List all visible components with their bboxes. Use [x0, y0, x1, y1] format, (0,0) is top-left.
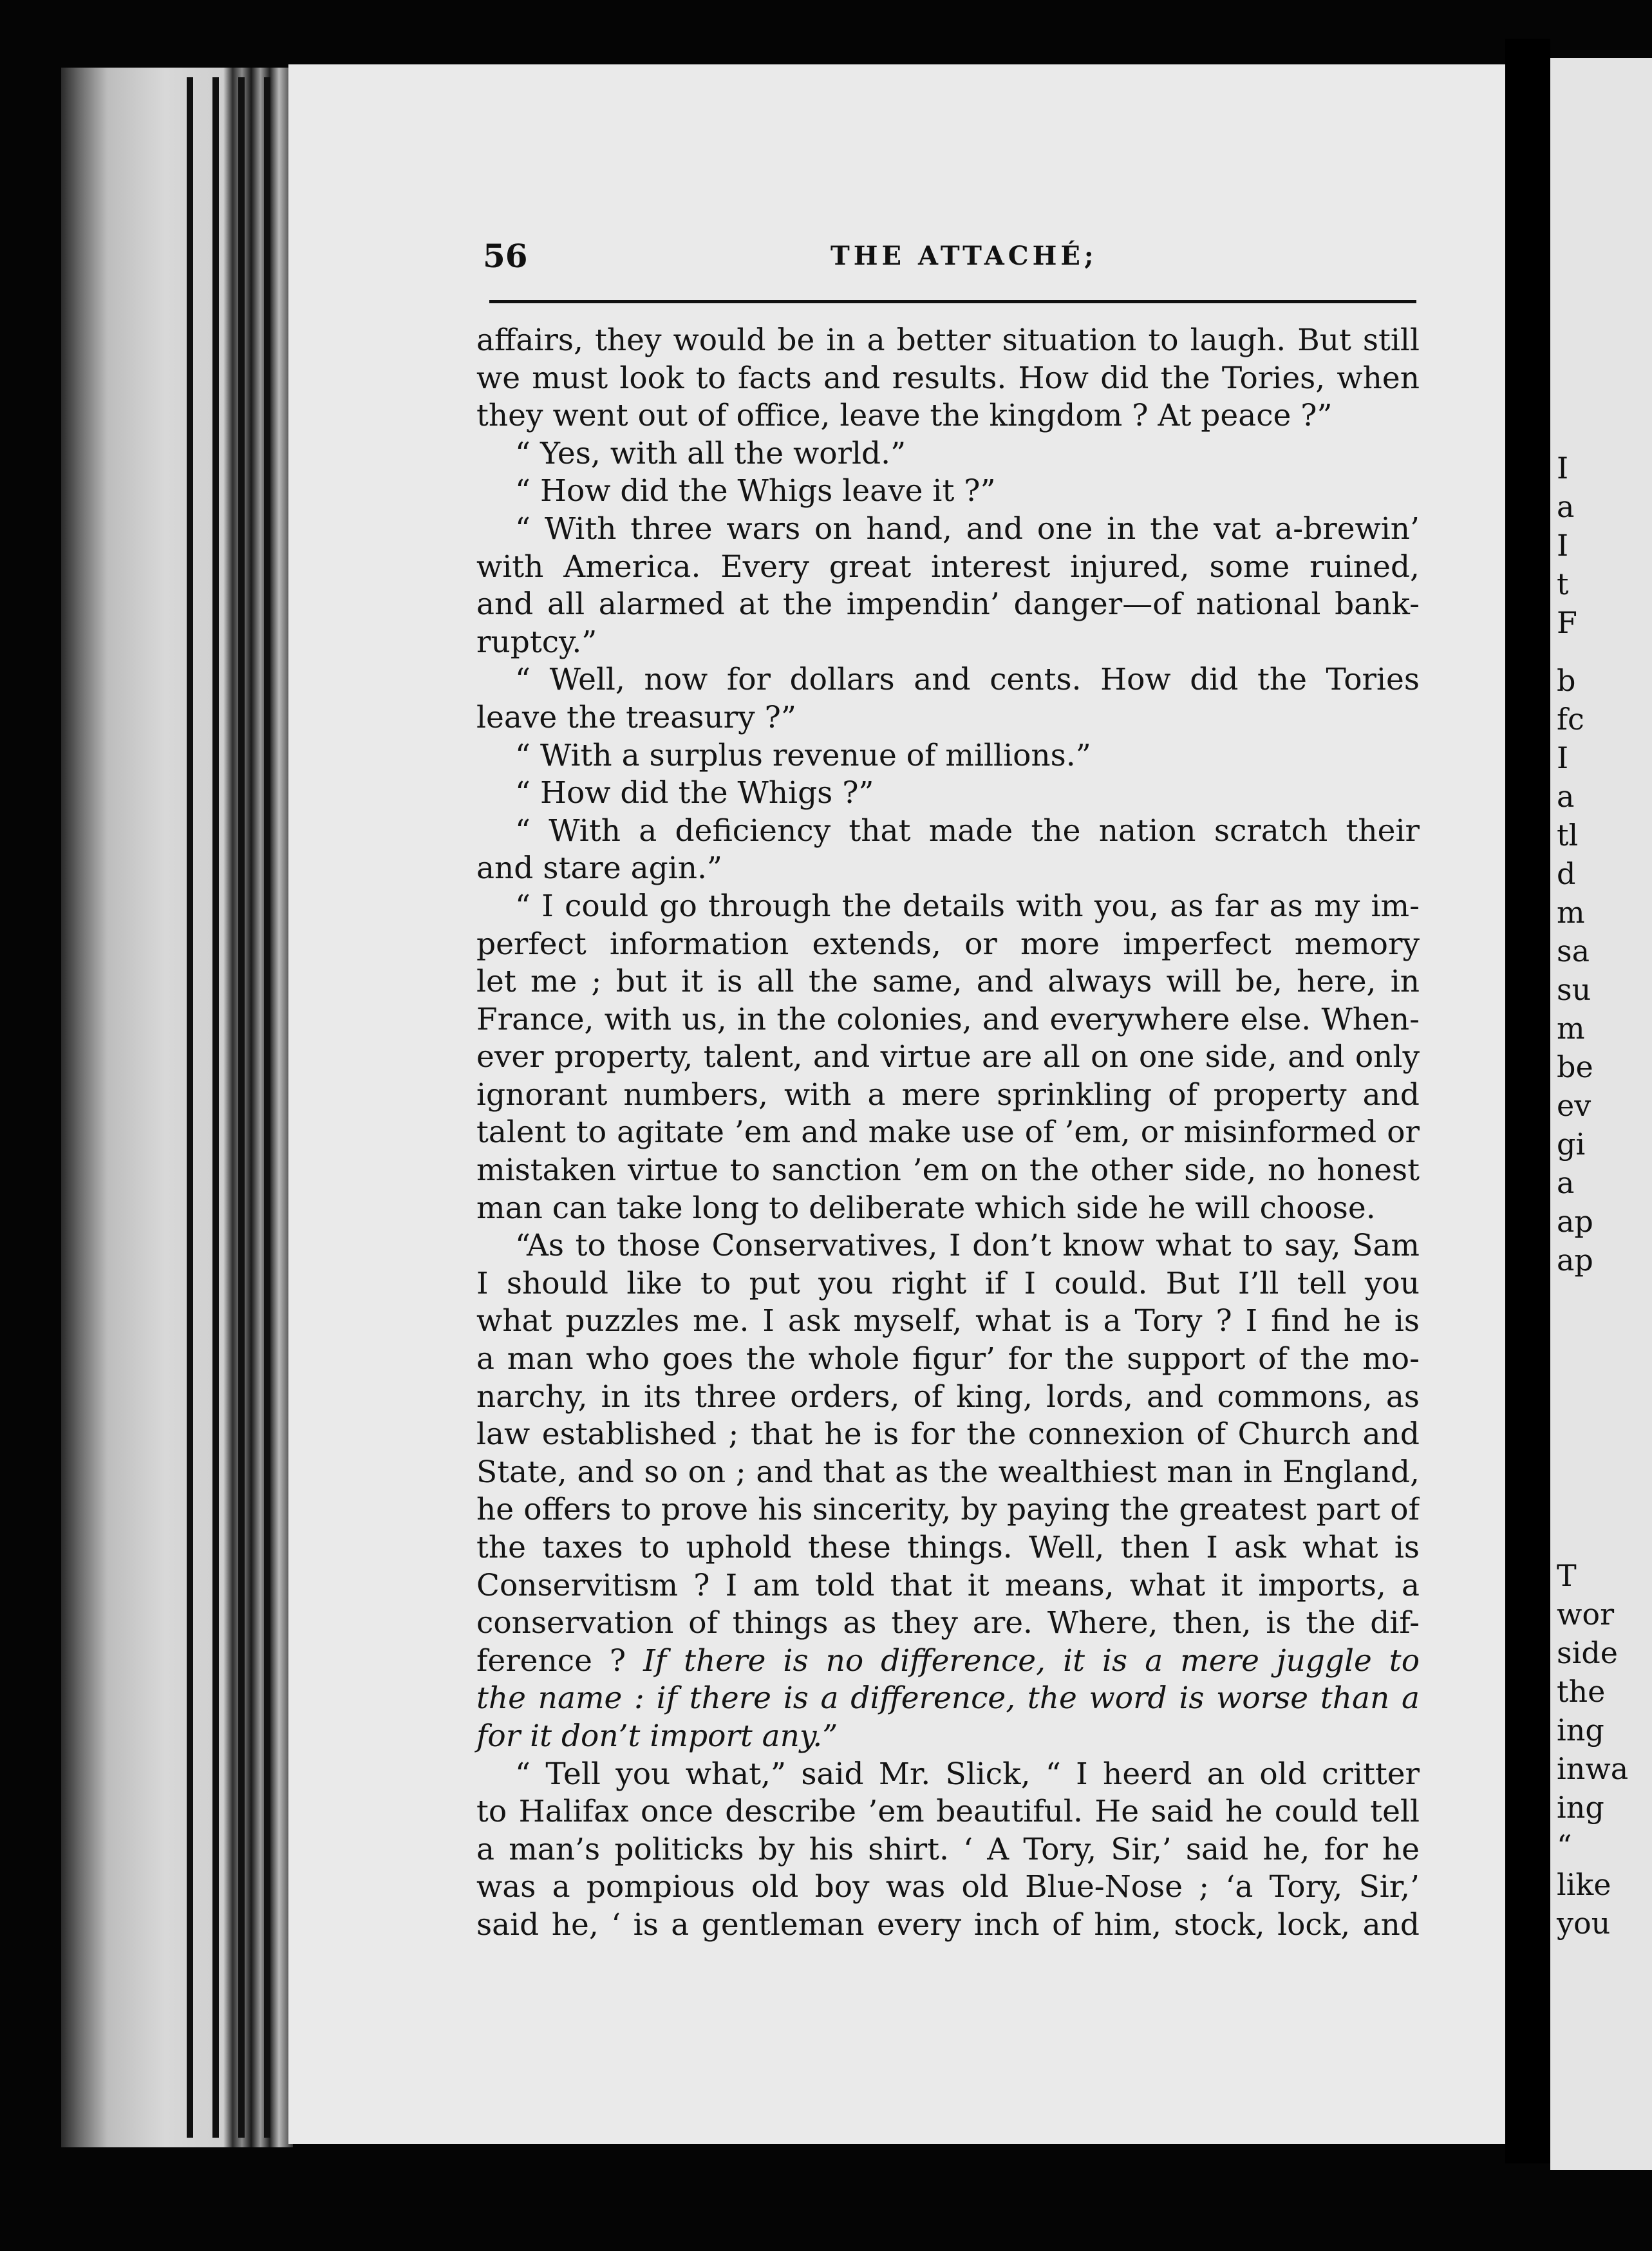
book-page-edges [61, 68, 293, 2147]
text-line: let me ; but it is all the same, and always will be, here, in [476, 964, 1420, 1000]
text-line: Conservitism ? I am told that it means, what it imports, a [476, 1567, 1420, 1603]
text-line: ever property, talent, and virtue are all on one side, and only [476, 1039, 1420, 1075]
text-line: the taxes to uphold these things. Well, then I ask what is [476, 1530, 1420, 1565]
facing-page-text: m [1557, 1011, 1585, 1046]
facing-page-text: ev [1557, 1088, 1591, 1123]
page-number: 56 [483, 237, 528, 275]
facing-page-text: ap [1557, 1243, 1593, 1277]
facing-page-text: su [1557, 972, 1591, 1007]
text-line: narchy, in its three orders, of king, lords, and commons, as [476, 1379, 1420, 1415]
facing-page-text: side [1557, 1635, 1618, 1670]
facing-page-text: be [1557, 1050, 1593, 1084]
facing-page-text: I [1557, 528, 1569, 563]
text-line: a man’s politicks by his shirt. ‘ A Tory, Sir,’ said he, for he [476, 1831, 1420, 1867]
text-line: said he, ‘ is a gentleman every inch of him, stock, lock, and [476, 1907, 1420, 1943]
running-title: THE ATTACHÉ; [831, 241, 1098, 271]
facing-page-text: you [1557, 1906, 1611, 1941]
text-line: “ With a deficiency that made the nation scratch their [515, 813, 1420, 849]
page-edge-line [212, 77, 219, 2138]
facing-page-text: like [1557, 1867, 1611, 1902]
text-line: “As to those Conservatives, I don’t know what to say, Sam [515, 1228, 1420, 1264]
text-line: “ With a surplus revenue of millions.” [515, 737, 1091, 773]
facing-page-text: d [1557, 856, 1576, 891]
text-line: France, with us, in the colonies, and everywhere else. When- [476, 1001, 1420, 1037]
text-line: “ With three wars on hand, and one in the vat a-brewin’ [515, 511, 1420, 547]
text-line: talent to agitate ’em and make use of ’em, or misinformed or [476, 1115, 1420, 1151]
facing-page-text: F [1557, 605, 1577, 640]
text-line: leave the treasury ?” [476, 699, 796, 735]
text-line: man can take long to deliberate which side he will choose. [476, 1190, 1376, 1226]
text-line: and all alarmed at the impendin’ danger—of national bank- [476, 587, 1420, 623]
text-line: we must look to facts and results. How did the Tories, when [476, 360, 1420, 396]
facing-page-text: b [1557, 663, 1576, 698]
facing-page-text: ing [1557, 1790, 1604, 1825]
text-line: with America. Every great interest injured, some ruined, [476, 549, 1420, 585]
text-line: for it don’t import any.” [476, 1718, 838, 1754]
facing-page-text: a [1557, 779, 1575, 814]
text-line: he offers to prove his sincerity, by paying the greatest part of [476, 1492, 1420, 1528]
text-line: they went out of office, leave the kingdom ? At peace ?” [476, 398, 1333, 434]
body-text [476, 322, 1420, 1945]
facing-page-text: the [1557, 1674, 1606, 1709]
facing-page-text: gi [1557, 1127, 1586, 1162]
text-line: State, and so on ; and that as the wealthiest man in England, [476, 1454, 1420, 1490]
text-line: perfect information extends, or more imperfect memory [476, 926, 1420, 962]
facing-page-text: tl [1557, 818, 1579, 852]
text-line: “ Well, now for dollars and cents. How did the Tories [515, 662, 1420, 698]
facing-page-text: a [1557, 489, 1575, 524]
text-line: to Halifax once describe ’em beautiful. He said he could tell [476, 1794, 1420, 1830]
text-line: and stare agin.” [476, 851, 722, 887]
text-line: ruptcy.” [476, 624, 597, 660]
text-line: what puzzles me. I ask myself, what is a Tory ? I find he is [476, 1303, 1420, 1339]
page-edge-line [187, 77, 193, 2138]
text-line: affairs, they would be in a better situation to laugh. But still [476, 323, 1420, 358]
facing-page-text: I [1557, 740, 1569, 775]
book-gutter [1505, 39, 1550, 2163]
text-line: was a pompious old boy was old Blue-Nose ; ‘a Tory, Sir,’ [476, 1869, 1420, 1905]
text-line: ference ? If there is no difference, it is a mere juggle to [476, 1643, 1420, 1679]
facing-page-text: T [1557, 1558, 1577, 1593]
page-edge-line [264, 77, 270, 2138]
text-line: “ Tell you what,” said Mr. Slick, “ I heerd an old critter [515, 1756, 1420, 1792]
facing-page-text: “ [1557, 1829, 1572, 1863]
text-line: “ I could go through the details with you, as far as my im- [515, 888, 1420, 924]
facing-page-text: m [1557, 895, 1585, 930]
text-line: “ How did the Whigs ?” [515, 775, 874, 811]
facing-page-text: fc [1557, 702, 1584, 737]
facing-page-text: I [1557, 451, 1569, 485]
text-line: a man who goes the whole figur’ for the support of the mo- [476, 1341, 1420, 1377]
text-line: ignorant numbers, with a mere sprinkling of property and [476, 1077, 1420, 1113]
facing-page-text: t [1557, 567, 1569, 601]
text-line: law established ; that he is for the connexion of Church and [476, 1417, 1420, 1453]
text-line: I should like to put you right if I could. But I’ll tell you [476, 1265, 1420, 1301]
text-line: mistaken virtue to sanction ’em on the other side, no honest [476, 1153, 1420, 1189]
text-line: “ Yes, with all the world.” [515, 435, 906, 471]
facing-page-text: a [1557, 1165, 1575, 1200]
text-line: conservation of things as they are. Where, then, is the dif- [476, 1605, 1420, 1641]
text-line: the name : if there is a difference, the word is worse than a [476, 1681, 1420, 1717]
text-line: “ How did the Whigs leave it ?” [515, 473, 996, 509]
facing-page-text: ap [1557, 1204, 1593, 1239]
facing-page-text: ing [1557, 1713, 1604, 1747]
facing-page-fragment [1550, 58, 1652, 2170]
facing-page-text: sa [1557, 934, 1590, 968]
header-rule [489, 300, 1416, 303]
facing-page-text: inwa [1557, 1751, 1629, 1786]
page-header [483, 237, 1416, 282]
page-edge-line [238, 77, 245, 2138]
facing-page-text: wor [1557, 1597, 1615, 1632]
